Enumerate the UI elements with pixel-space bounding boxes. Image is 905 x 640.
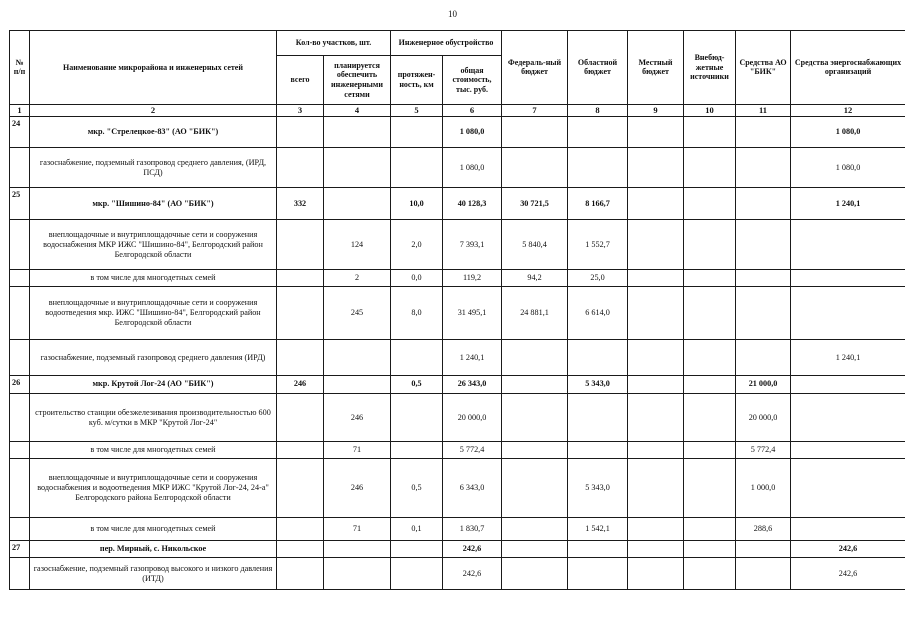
cell-name: газоснабжение, подземный газопровод среднего давления, (ИРД, ПСД) (30, 148, 277, 188)
header-plots-total: всего (277, 56, 324, 104)
cell-n (10, 148, 30, 188)
cell-total (277, 116, 324, 148)
cell-len: 8,0 (391, 287, 443, 340)
cell-off (684, 375, 736, 393)
cell-bik (736, 148, 791, 188)
cell-loc (628, 270, 684, 287)
cell-bik: 1 000,0 (736, 459, 791, 518)
cell-cost: 26 343,0 (443, 375, 502, 393)
cell-energy: 1 240,1 (791, 340, 905, 376)
cell-reg: 8 166,7 (568, 188, 628, 220)
cell-reg: 1 542,1 (568, 518, 628, 541)
cell-cost: 31 495,1 (443, 287, 502, 340)
cell-len: 10,0 (391, 188, 443, 220)
cell-reg (568, 340, 628, 376)
cell-total (277, 558, 324, 590)
header-federal: Федераль-ный бюджет (502, 31, 568, 105)
cell-len (391, 558, 443, 590)
cell-energy: 1 080,0 (791, 116, 905, 148)
cell-total (277, 148, 324, 188)
cell-fed (502, 558, 568, 590)
col-index: 12 (791, 104, 905, 116)
cell-fed (502, 375, 568, 393)
cell-off (684, 287, 736, 340)
cell-fed (502, 148, 568, 188)
cell-n (10, 340, 30, 376)
cell-cost: 6 343,0 (443, 459, 502, 518)
cell-bik (736, 558, 791, 590)
cell-n (10, 442, 30, 459)
cell-planned: 246 (324, 459, 391, 518)
header-name: Наименование микрорайона и инженерных сетей (30, 31, 277, 105)
cell-len (391, 148, 443, 188)
col-index: 10 (684, 104, 736, 116)
header-energy: Средства энергоснабжающих организаций (791, 31, 905, 105)
cell-cost: 1 080,0 (443, 148, 502, 188)
cell-cost: 40 128,3 (443, 188, 502, 220)
cell-bik: 5 772,4 (736, 442, 791, 459)
cell-name: внеплощадочные и внутриплощадочные сети и сооружения водоснабжения МКР ИЖС "Шишино-84", Белгородский район Белгородской области (30, 219, 277, 270)
cell-fed (502, 393, 568, 441)
cell-planned (324, 558, 391, 590)
table-row (10, 287, 905, 340)
col-index: 1 (10, 104, 30, 116)
cell-energy (791, 459, 905, 518)
table-row (10, 442, 905, 459)
cell-off (684, 270, 736, 287)
cell-len (391, 393, 443, 441)
header-bik: Средства АО "БИК" (736, 31, 791, 105)
cell-len: 0,5 (391, 459, 443, 518)
cell-loc (628, 340, 684, 376)
header-regional: Областной бюджет (568, 31, 628, 105)
cell-len (391, 442, 443, 459)
cell-reg: 25,0 (568, 270, 628, 287)
cell-cost: 5 772,4 (443, 442, 502, 459)
cell-n (10, 393, 30, 441)
table-row (10, 270, 905, 287)
column-index-row (10, 104, 905, 116)
cell-planned: 71 (324, 518, 391, 541)
financing-table (9, 30, 905, 590)
cell-name: мкр. Крутой Лог-24 (АО "БИК") (30, 375, 277, 393)
cell-loc (628, 393, 684, 441)
cell-off (684, 340, 736, 376)
cell-len (391, 116, 443, 148)
cell-off (684, 518, 736, 541)
cell-bik: 288,6 (736, 518, 791, 541)
cell-total (277, 393, 324, 441)
cell-cost: 119,2 (443, 270, 502, 287)
cell-energy (791, 393, 905, 441)
cell-name: внеплощадочные и внутриплощадочные сети и сооружения водоснабжения и водоотведения МКР ИЖС "Крутой Лог-24, 24-а" Белгородского района Белгородской области (30, 459, 277, 518)
cell-fed (502, 340, 568, 376)
table-row (10, 148, 905, 188)
cell-total: 246 (277, 375, 324, 393)
table-row (10, 116, 905, 148)
cell-name: газоснабжение, подземный газопровод высокого и низкого давления (ИТД) (30, 558, 277, 590)
cell-n (10, 270, 30, 287)
cell-reg: 5 343,0 (568, 459, 628, 518)
cell-loc (628, 148, 684, 188)
cell-n (10, 558, 30, 590)
col-index: 9 (628, 104, 684, 116)
cell-len: 0,0 (391, 270, 443, 287)
cell-off (684, 148, 736, 188)
cell-bik: 20 000,0 (736, 393, 791, 441)
cell-cost: 1 830,7 (443, 518, 502, 541)
header-eng-cost: общая стоимость, тыс. руб. (443, 56, 502, 104)
table-row (10, 541, 905, 558)
cell-total (277, 518, 324, 541)
cell-n: 24 (10, 116, 30, 148)
cell-n (10, 219, 30, 270)
cell-bik (736, 270, 791, 287)
cell-off (684, 459, 736, 518)
cell-planned (324, 340, 391, 376)
cell-loc (628, 375, 684, 393)
cell-loc (628, 188, 684, 220)
cell-fed (502, 459, 568, 518)
cell-fed (502, 541, 568, 558)
cell-name: внеплощадочные и внутриплощадочные сети и сооружения водоотведения мкр. ИЖС "Шишино-84", Белгородский район Белгородской области (30, 287, 277, 340)
cell-fed: 24 881,1 (502, 287, 568, 340)
cell-energy (791, 518, 905, 541)
col-index: 4 (324, 104, 391, 116)
cell-off (684, 541, 736, 558)
cell-len: 0,1 (391, 518, 443, 541)
cell-len (391, 541, 443, 558)
cell-total (277, 541, 324, 558)
cell-energy: 1 240,1 (791, 188, 905, 220)
cell-name: строительство станции обезжелезивания производительностью 600 куб. м/сутки в МКР "Крутой Лог-24" (30, 393, 277, 441)
cell-cost: 1 080,0 (443, 116, 502, 148)
cell-total (277, 459, 324, 518)
cell-cost: 242,6 (443, 558, 502, 590)
cell-off (684, 393, 736, 441)
cell-total (277, 219, 324, 270)
cell-fed: 5 840,4 (502, 219, 568, 270)
cell-energy (791, 270, 905, 287)
cell-energy: 242,6 (791, 541, 905, 558)
table-row (10, 188, 905, 220)
cell-bik (736, 219, 791, 270)
cell-fed: 94,2 (502, 270, 568, 287)
cell-loc (628, 518, 684, 541)
cell-energy: 1 080,0 (791, 148, 905, 188)
cell-planned: 2 (324, 270, 391, 287)
header-engineering-group: Инженерное обустройство (391, 31, 502, 56)
page-number: 10 (448, 9, 457, 19)
cell-planned: 71 (324, 442, 391, 459)
col-index: 7 (502, 104, 568, 116)
header-plots-planned: планируется обеспечить инженерными сетями (324, 56, 391, 104)
cell-off (684, 558, 736, 590)
cell-n (10, 459, 30, 518)
cell-name: мкр. "Стрелецкое-83" (АО "БИК") (30, 116, 277, 148)
cell-planned (324, 541, 391, 558)
cell-fed: 30 721,5 (502, 188, 568, 220)
col-index: 2 (30, 104, 277, 116)
cell-reg (568, 148, 628, 188)
cell-fed (502, 518, 568, 541)
cell-total: 332 (277, 188, 324, 220)
table-row (10, 459, 905, 518)
cell-reg (568, 116, 628, 148)
cell-total (277, 442, 324, 459)
table-row (10, 393, 905, 441)
cell-off (684, 188, 736, 220)
cell-reg: 1 552,7 (568, 219, 628, 270)
cell-planned: 246 (324, 393, 391, 441)
cell-total (277, 287, 324, 340)
cell-reg (568, 393, 628, 441)
col-index: 8 (568, 104, 628, 116)
cell-cost: 7 393,1 (443, 219, 502, 270)
cell-n (10, 518, 30, 541)
cell-off (684, 116, 736, 148)
table-row (10, 340, 905, 376)
cell-cost: 242,6 (443, 541, 502, 558)
cell-len: 2,0 (391, 219, 443, 270)
cell-loc (628, 459, 684, 518)
cell-len (391, 340, 443, 376)
cell-planned (324, 148, 391, 188)
cell-energy (791, 442, 905, 459)
cell-energy (791, 219, 905, 270)
cell-loc (628, 442, 684, 459)
cell-loc (628, 219, 684, 270)
cell-len: 0,5 (391, 375, 443, 393)
cell-reg: 5 343,0 (568, 375, 628, 393)
cell-name: газоснабжение, подземный газопровод среднего давления (ИРД) (30, 340, 277, 376)
table-row (10, 558, 905, 590)
cell-n (10, 287, 30, 340)
cell-loc (628, 116, 684, 148)
cell-loc (628, 287, 684, 340)
cell-total (277, 270, 324, 287)
cell-reg (568, 541, 628, 558)
cell-planned (324, 188, 391, 220)
cell-off (684, 442, 736, 459)
cell-name: в том числе для многодетных семей (30, 442, 277, 459)
cell-reg (568, 442, 628, 459)
table-row (10, 375, 905, 393)
col-index: 3 (277, 104, 324, 116)
cell-energy: 242,6 (791, 558, 905, 590)
header-eng-length: протяжен-ность, км (391, 56, 443, 104)
col-index: 6 (443, 104, 502, 116)
cell-name: в том числе для многодетных семей (30, 518, 277, 541)
cell-n: 25 (10, 188, 30, 220)
cell-name: пер. Мирный, с. Никольское (30, 541, 277, 558)
cell-cost: 1 240,1 (443, 340, 502, 376)
col-index: 5 (391, 104, 443, 116)
cell-loc (628, 541, 684, 558)
cell-fed (502, 442, 568, 459)
cell-planned (324, 116, 391, 148)
cell-planned: 124 (324, 219, 391, 270)
cell-planned: 245 (324, 287, 391, 340)
cell-reg (568, 558, 628, 590)
cell-bik (736, 188, 791, 220)
cell-loc (628, 558, 684, 590)
cell-bik: 21 000,0 (736, 375, 791, 393)
header-local: Местный бюджет (628, 31, 684, 105)
cell-name: в том числе для многодетных семей (30, 270, 277, 287)
cell-bik (736, 340, 791, 376)
cell-bik (736, 116, 791, 148)
cell-energy (791, 375, 905, 393)
table-row (10, 518, 905, 541)
cell-bik (736, 541, 791, 558)
cell-name: мкр. "Шишино-84" (АО "БИК") (30, 188, 277, 220)
cell-reg: 6 614,0 (568, 287, 628, 340)
cell-total (277, 340, 324, 376)
table-row (10, 219, 905, 270)
cell-bik (736, 287, 791, 340)
col-index: 11 (736, 104, 791, 116)
cell-off (684, 219, 736, 270)
header-num: № п/п (10, 31, 30, 105)
cell-planned (324, 375, 391, 393)
cell-n: 27 (10, 541, 30, 558)
cell-n: 26 (10, 375, 30, 393)
header-plots-group: Кол-во участков, шт. (277, 31, 391, 56)
cell-fed (502, 116, 568, 148)
cell-energy (791, 287, 905, 340)
cell-cost: 20 000,0 (443, 393, 502, 441)
header-offbudget: Внебюд-жетные источники (684, 31, 736, 105)
